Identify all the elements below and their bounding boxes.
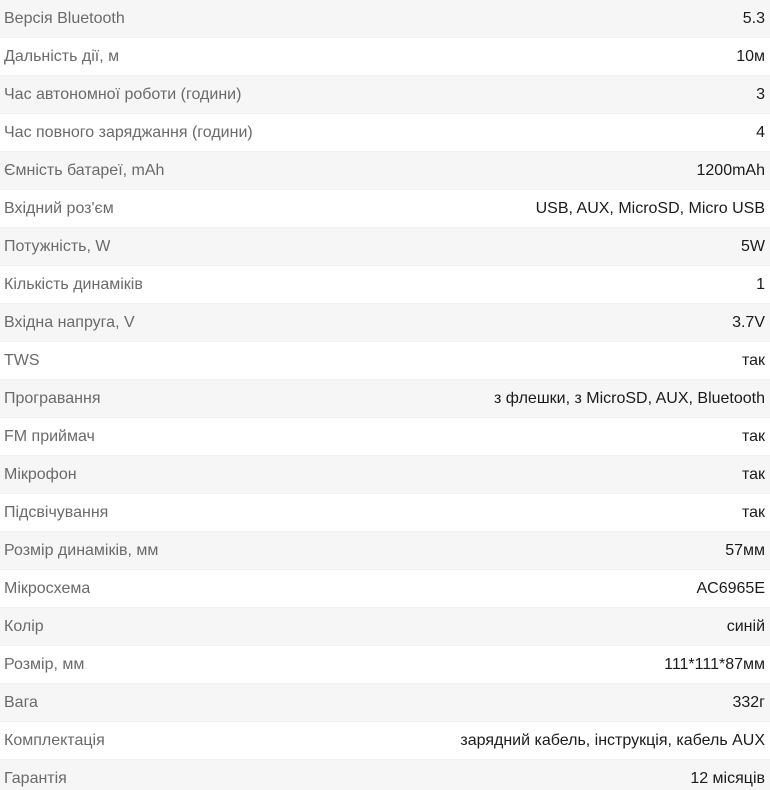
spec-row-speaker-size	[0, 532, 770, 570]
spec-row-color	[0, 608, 770, 646]
spec-value: синій	[726, 617, 765, 635]
spec-label: Розмір, мм	[4, 656, 85, 673]
spec-value: 57мм	[725, 541, 765, 559]
spec-value: 4	[756, 123, 765, 141]
spec-row-input-voltage	[0, 304, 770, 342]
spec-value: так	[741, 465, 765, 483]
spec-value: так	[741, 427, 765, 445]
spec-row-tws	[0, 342, 770, 380]
spec-label: Комплектація	[4, 732, 105, 749]
spec-row-chip	[0, 570, 770, 608]
spec-value: зарядний кабель, інструкція, кабель AUX	[460, 731, 765, 749]
spec-value: 1200mAh	[696, 161, 765, 179]
spec-value: 1	[756, 275, 765, 293]
spec-row-microphone	[0, 456, 770, 494]
spec-label: Гарантія	[4, 770, 67, 787]
spec-value: 3.7V	[732, 313, 765, 331]
spec-row-bluetooth-version	[0, 0, 770, 38]
spec-label: Мікросхема	[4, 580, 91, 597]
spec-value: так	[741, 503, 765, 521]
spec-value: 10м	[736, 47, 765, 65]
spec-label: Вхідна напруга, V	[4, 314, 135, 331]
spec-row-range	[0, 38, 770, 76]
spec-value: 12 місяців	[690, 769, 765, 787]
spec-label: Потужність, W	[4, 238, 111, 255]
spec-label: Розмір динаміків, мм	[4, 542, 159, 559]
spec-label: Мікрофон	[4, 466, 77, 483]
spec-value: 111*111*87мм	[664, 655, 765, 673]
spec-label: Кількість динаміків	[4, 276, 143, 293]
spec-row-speaker-count	[0, 266, 770, 304]
spec-label: Ємність батареї, mAh	[4, 162, 165, 179]
spec-row-charge-time	[0, 114, 770, 152]
spec-label: FM приймач	[4, 428, 95, 445]
spec-label: Час автономної роботи (години)	[4, 86, 242, 103]
spec-row-weight	[0, 684, 770, 722]
spec-row-warranty	[0, 760, 770, 790]
spec-label: Підсвічування	[4, 504, 109, 521]
spec-value: з флешки, з MicroSD, AUX, Bluetooth	[493, 389, 765, 407]
spec-value: 5.3	[742, 9, 765, 27]
spec-value: 3	[756, 85, 765, 103]
spec-row-battery-life	[0, 76, 770, 114]
spec-value: USB, AUX, MicroSD, Micro USB	[535, 199, 765, 217]
spec-value: 332г	[732, 693, 765, 711]
spec-row-fm-receiver	[0, 418, 770, 456]
spec-value: так	[741, 351, 765, 369]
spec-label: Час повного заряджання (години)	[4, 124, 253, 141]
spec-value: 5W	[741, 237, 765, 255]
spec-label: Програвання	[4, 390, 101, 407]
spec-row-backlight	[0, 494, 770, 532]
spec-row-power	[0, 228, 770, 266]
spec-label: Колір	[4, 618, 44, 635]
spec-label: Версія Bluetooth	[4, 10, 125, 27]
spec-row-package-contents	[0, 722, 770, 760]
spec-label: Вхідний роз'єм	[4, 200, 114, 217]
spec-row-battery-capacity	[0, 152, 770, 190]
spec-row-playback	[0, 380, 770, 418]
spec-row-input-connector	[0, 190, 770, 228]
spec-label: TWS	[4, 352, 40, 369]
spec-label: Вага	[4, 694, 38, 711]
spec-value: AC6965E	[696, 579, 765, 597]
spec-label: Дальність дії, м	[4, 48, 120, 65]
spec-row-dimensions	[0, 646, 770, 684]
